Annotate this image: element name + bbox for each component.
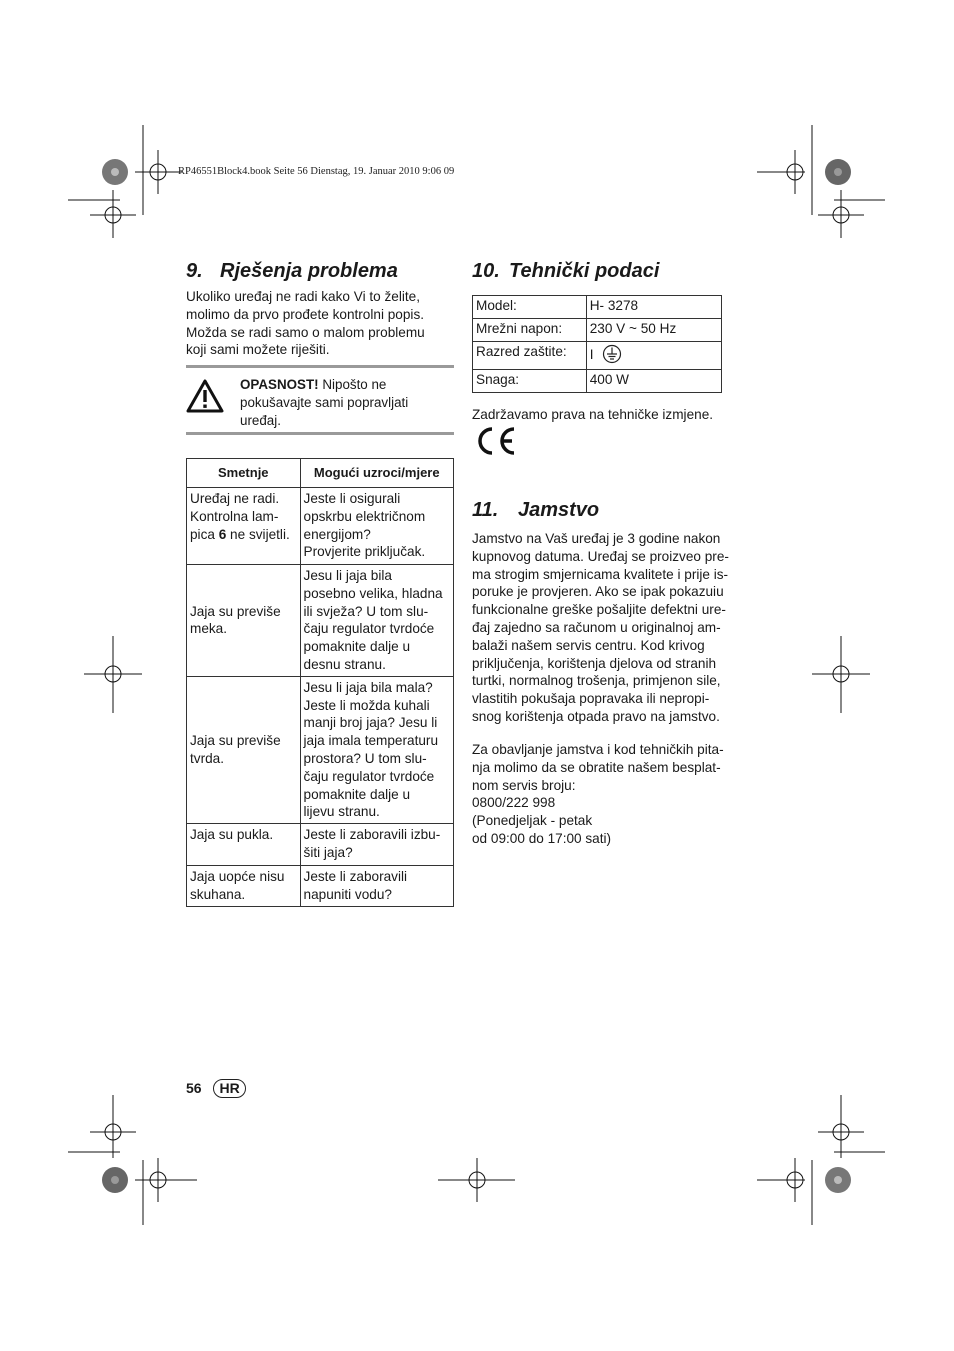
problem-cell: [187, 866, 301, 907]
warning-text: [240, 376, 408, 429]
solution-cell: [300, 488, 453, 565]
cell-line: čaju regulator tvrdoće: [303, 621, 435, 637]
technical-note: Zadržavamo prava na tehničke izmjene.: [472, 407, 714, 422]
warning-label: OPASNOST!: [240, 377, 319, 392]
ce-mark-icon: [474, 424, 518, 458]
spec-label: Model:: [473, 296, 587, 319]
section-number: 10.: [472, 260, 500, 282]
problem-cell: [187, 488, 301, 565]
cell-line: Jaja su previše: [190, 603, 281, 619]
warning-line: pokušavajte sami popravljati: [240, 394, 409, 410]
problem-cell: [187, 676, 301, 823]
cell-line: Jesu li jaja bila: [303, 568, 392, 583]
section-9-heading: [186, 260, 398, 283]
solution-cell: [300, 565, 453, 677]
column-header: Smetnje: [187, 459, 301, 488]
cell-line: desnu stranu.: [303, 656, 386, 672]
table-row: [473, 319, 722, 342]
cell-line: Provjerite priključak.: [303, 544, 426, 560]
problem-cell: [187, 824, 301, 866]
intro-line: molimo da prvo prođete kontrolni popis.: [186, 306, 425, 322]
cell-line: pica 6 ne svijetli.: [190, 526, 290, 542]
cell-line: pomaknite dalje u: [303, 639, 411, 655]
paragraph-line: Jamstvo na Vaš uređaj je 3 godine nakon: [472, 531, 721, 546]
cell-line: Jeste li osigurali: [303, 491, 401, 506]
language-badge: HR: [213, 1079, 245, 1098]
spec-value: H- 3278: [586, 296, 721, 319]
paragraph-line: funkcionalne greške pošaljite defektni ure-: [472, 602, 726, 618]
earth-ground-icon: [602, 344, 622, 364]
warning-line: Nipošto ne: [318, 377, 387, 392]
paragraph-line: (Ponedjeljak - petak: [472, 813, 593, 829]
section-title: Tehnički podaci: [509, 260, 660, 282]
spec-label: Mrežni napon:: [473, 319, 587, 342]
paragraph-line: nja molimo da se obratite našem besplat-: [472, 759, 721, 775]
paragraph-line: ma strogim smjernicama kvalitete i prije is-: [472, 566, 729, 582]
page-number: 56: [186, 1080, 202, 1096]
troubleshooting-table: [186, 458, 454, 907]
cell-line: Jeste li možda kuhali: [303, 697, 430, 713]
cell-line: čaju regulator tvrdoće: [303, 768, 435, 784]
cell-line: meka.: [190, 621, 228, 637]
table-row: [187, 676, 454, 823]
solution-cell: [300, 866, 453, 907]
paragraph-line: nom servis broju:: [472, 777, 576, 793]
cell-line: opskrbu električnom: [303, 508, 426, 524]
warning-triangle-icon: [186, 379, 224, 413]
table-row: [473, 296, 722, 319]
cell-line: Jaja su previše: [190, 733, 281, 749]
cell-line: Jaja su pukla.: [190, 827, 274, 843]
table-row: [187, 824, 454, 866]
cell-line: Kontrolna lam-: [190, 508, 279, 524]
cell-line: lijevu stranu.: [303, 804, 380, 820]
paragraph-line: priključenja, korištenja djelova od stranih: [472, 655, 717, 671]
paragraph-line: poruke je provjeren. Ako se ipak pokazuiu: [472, 584, 724, 600]
cell-line: energijom?: [303, 526, 371, 542]
table-header-row: [187, 459, 454, 488]
section-number: 9.: [186, 260, 203, 282]
cell-line: Jeste li zaboravili: [303, 869, 408, 885]
spec-value-cell: [586, 342, 721, 370]
paragraph-line: vlastitih pokušaja popravaka ili nepropi-: [472, 691, 710, 707]
paragraph-line: balaži našem servis centru. Kod krivog: [472, 637, 705, 653]
service-paragraph: [472, 741, 724, 848]
cell-line: šiti jaja?: [303, 844, 353, 860]
page-footer: [186, 1079, 246, 1098]
spec-value: 230 V ~ 50 Hz: [586, 319, 721, 342]
paragraph-line: kupnovog datuma. Uređaj se proizveo pre-: [472, 548, 729, 564]
cell-line: posebno velika, hladna: [303, 585, 443, 601]
cell-line: napuniti vodu?: [303, 886, 392, 902]
spec-value: 400 W: [586, 370, 721, 393]
cell-line: Jesu li jaja bila mala?: [303, 679, 433, 695]
table-row: [473, 370, 722, 393]
cell-line: Uređaj ne radi.: [190, 491, 280, 506]
section-title: Rješenja problema: [220, 260, 398, 282]
cell-line: prostora? U tom slu-: [303, 750, 427, 766]
cell-line: ili svježa? U tom slu-: [303, 603, 429, 619]
warranty-paragraph: [472, 530, 729, 726]
spec-label: Snaga:: [473, 370, 587, 393]
solution-cell: [300, 676, 453, 823]
technical-data-table: [472, 295, 722, 393]
cell-line: manji broj jaja? Jesu li: [303, 715, 438, 731]
intro-line: Ukoliko uređaj ne radi kako Vi to želite,: [186, 289, 420, 304]
cell-line: jaja imala temperaturu: [303, 733, 439, 749]
paragraph-line: turtki, normalnog trošenja, primjenon sile,: [472, 673, 721, 689]
solution-cell: [300, 824, 453, 866]
warning-line: uređaj.: [240, 412, 281, 428]
section-9-intro: [186, 288, 425, 359]
paragraph-line: đaj zajedno sa računom u originalnoj am-: [472, 619, 721, 635]
spec-label: Razred zaštite:: [473, 342, 587, 370]
cell-line: tvrda.: [190, 750, 224, 766]
table-row: [473, 342, 722, 370]
cell-line: Jeste li zaboravili izbu-: [303, 827, 441, 843]
paragraph-line: od 09:00 do 17:00 sati): [472, 830, 612, 846]
divider: [186, 432, 454, 435]
paragraph-line: snog korištenja otpada pravo na jamstvo.: [472, 708, 720, 724]
column-header: Mogući uzroci/mjere: [300, 459, 453, 488]
intro-line: Možda se radi samo o malom problemu: [186, 324, 425, 340]
cell-line: pomaknite dalje u: [303, 786, 411, 802]
service-phone: 0800/222 998: [472, 795, 556, 811]
divider: [186, 365, 454, 368]
table-row: [187, 866, 454, 907]
paragraph-line: Za obavljanje jamstva i kod tehničkih pita-: [472, 742, 724, 757]
section-10-heading: [472, 260, 659, 283]
cell-line: Jaja uopće nisu: [190, 869, 285, 885]
cell-line: skuhana.: [190, 886, 246, 902]
section-11-heading: [472, 499, 599, 522]
section-title: Jamstvo: [518, 499, 600, 521]
table-row: [187, 488, 454, 565]
spec-value: I: [589, 346, 594, 362]
table-row: [187, 565, 454, 677]
problem-cell: [187, 565, 301, 677]
section-number: 11.: [472, 499, 499, 521]
print-header-line: RP46551Block4.book Seite 56 Dienstag, 19. Januar 2010 9:06 09: [178, 166, 455, 177]
intro-line: koji sami možete riješiti.: [186, 342, 330, 358]
